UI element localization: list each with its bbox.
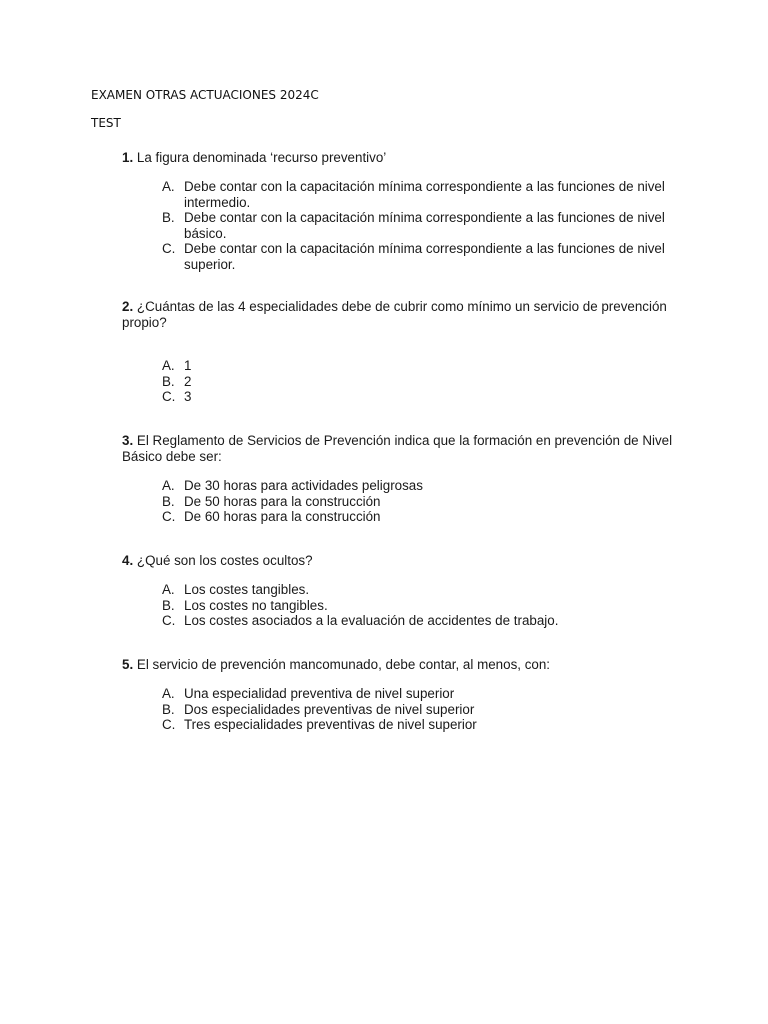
- question-prompt: ¿Cuántas de las 4 especialidades debe de cubrir como mínimo un servicio de prevención propio?: [122, 299, 667, 330]
- answer-option-a: [122, 686, 692, 702]
- option-text: 2: [184, 373, 192, 389]
- option-letter: A.: [162, 358, 175, 373]
- option-letter: C.: [162, 241, 176, 256]
- question-number: 2.: [122, 299, 134, 314]
- option-text: Los costes tangibles.: [184, 582, 310, 597]
- option-letter: B.: [162, 373, 175, 389]
- question-number: 1.: [122, 150, 134, 165]
- option-letter: A.: [162, 478, 175, 493]
- answer-option-a: [122, 582, 692, 598]
- answer-options: [122, 686, 692, 733]
- question-3-text: [122, 433, 692, 465]
- question-1-text: [122, 150, 692, 166]
- option-text: 3: [184, 389, 192, 404]
- question-number: 5.: [122, 657, 134, 672]
- option-text: Dos especialidades preventivas de nivel superior: [184, 701, 475, 717]
- option-letter: B.: [162, 493, 175, 509]
- answer-option-b: [122, 702, 692, 718]
- answer-options: [122, 179, 692, 272]
- option-letter: C.: [162, 509, 176, 524]
- option-letter: B.: [162, 701, 175, 717]
- question-prompt: ¿Qué son los costes ocultos?: [136, 553, 313, 568]
- option-text: Tres especialidades preventivas de nivel superior: [184, 717, 477, 732]
- question-2: [122, 299, 692, 405]
- option-text: Los costes no tangibles.: [184, 597, 328, 613]
- question-5-text: [122, 657, 692, 673]
- option-text: 1: [184, 358, 192, 373]
- option-text: Debe contar con la capacitación mínima correspondiente a las funciones de nivel básico.: [184, 210, 665, 241]
- answer-option-a: [122, 478, 692, 494]
- question-prompt: El servicio de prevención mancomunado, debe contar, al menos, con:: [136, 657, 551, 672]
- answer-options: [122, 478, 692, 525]
- question-4-text: [122, 553, 692, 569]
- answer-options: [122, 582, 692, 629]
- option-text: De 30 horas para actividades peligrosas: [184, 478, 423, 493]
- answer-option-c: [122, 241, 692, 272]
- option-letter: B.: [162, 210, 175, 225]
- answer-option-b: [122, 598, 692, 614]
- document-title: EXAMEN OTRAS ACTUACIONES 2024C: [91, 88, 319, 102]
- answer-option-b: [122, 494, 692, 510]
- question-1: [122, 150, 692, 272]
- question-3: [122, 433, 692, 525]
- answer-option-a: [122, 179, 692, 210]
- option-letter: B.: [162, 597, 175, 613]
- question-prompt: La figura denominada ‘recurso preventivo’: [136, 150, 387, 165]
- answer-option-a: [122, 358, 692, 374]
- option-letter: C.: [162, 613, 176, 628]
- answer-option-c: [122, 389, 692, 405]
- option-text: Los costes asociados a la evaluación de accidentes de trabajo.: [184, 613, 559, 628]
- option-letter: C.: [162, 717, 176, 732]
- answer-options: [122, 358, 692, 405]
- option-text: Debe contar con la capacitación mínima correspondiente a las funciones de nivel intermedio.: [184, 179, 665, 210]
- option-letter: A.: [162, 179, 175, 194]
- option-letter: A.: [162, 686, 175, 701]
- answer-option-c: [122, 717, 692, 733]
- answer-option-c: [122, 509, 692, 525]
- question-number: 3.: [122, 433, 134, 448]
- option-text: Una especialidad preventiva de nivel superior: [184, 686, 455, 701]
- question-5: [122, 657, 692, 733]
- answer-option-c: [122, 613, 692, 629]
- document-subtitle: TEST: [91, 116, 121, 130]
- option-letter: A.: [162, 582, 175, 597]
- option-text: Debe contar con la capacitación mínima correspondiente a las funciones de nivel superior.: [184, 241, 665, 272]
- option-text: De 60 horas para la construcción: [184, 509, 381, 524]
- answer-option-b: [122, 374, 692, 390]
- option-text: De 50 horas para la construcción: [184, 493, 381, 509]
- option-letter: C.: [162, 389, 176, 404]
- answer-option-b: [122, 210, 692, 241]
- question-prompt: El Reglamento de Servicios de Prevención indica que la formación en prevención de Nivel Básico debe ser:: [122, 433, 673, 464]
- question-2-text: [122, 299, 692, 331]
- question-number: 4.: [122, 553, 134, 568]
- question-4: [122, 553, 692, 629]
